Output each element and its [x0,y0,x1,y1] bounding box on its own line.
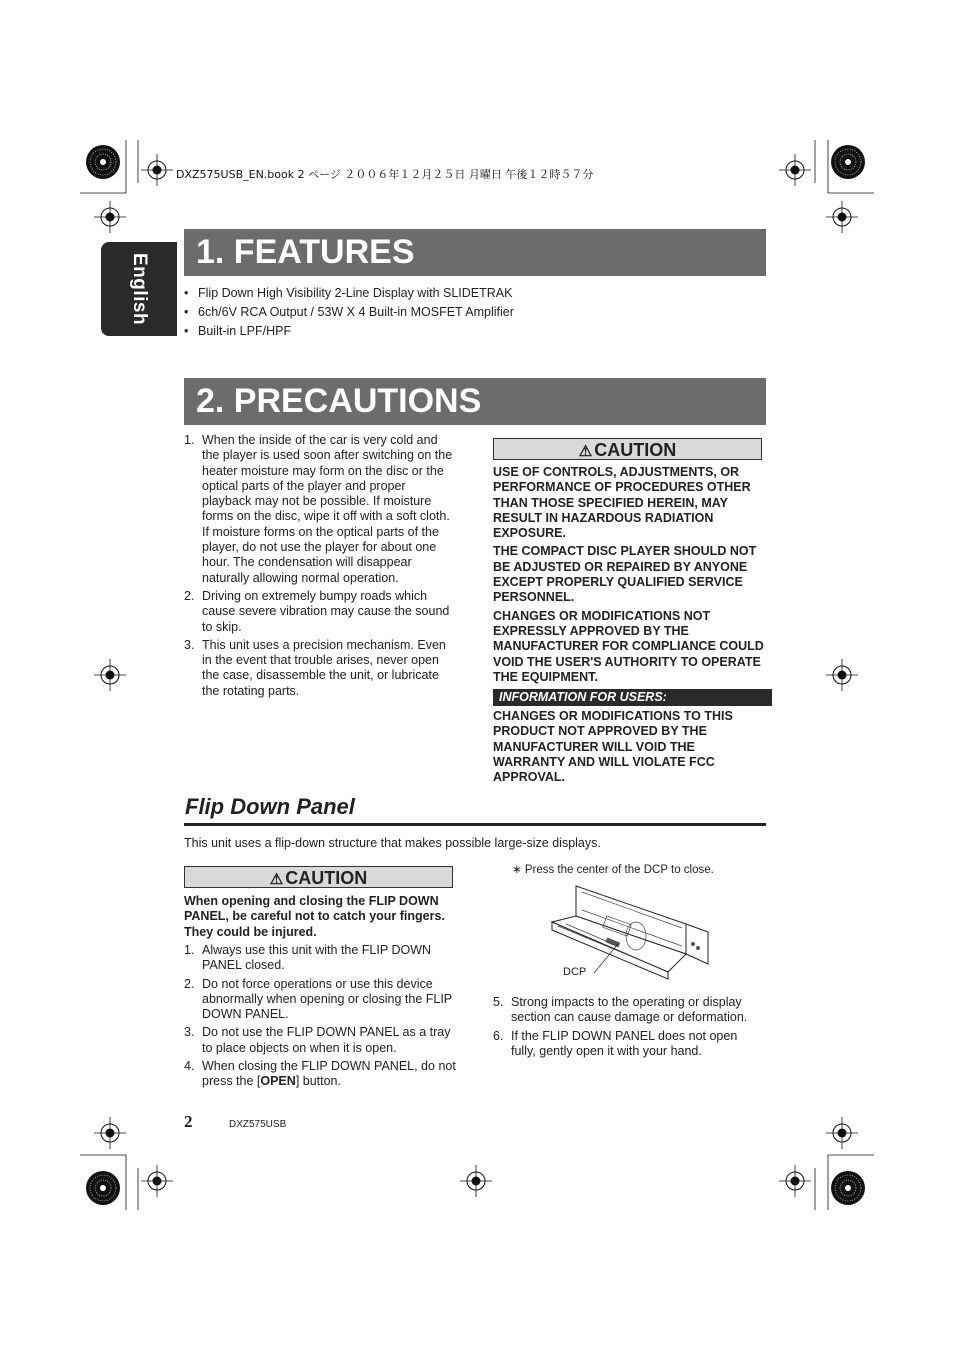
warning-icon: ⚠ [269,871,284,888]
precautions-heading: 2. PRECAUTIONS [184,378,766,425]
list-item: 1. Always use this unit with the FLIP DOWN PANEL closed. [184,943,432,973]
info-for-users-bar: INFORMATION FOR USERS: [493,689,772,706]
divider [184,823,766,826]
list-item: 2. Driving on extremely bumpy roads which cause severe vibration may cause the sound to skip. [184,588,450,634]
caution-box [184,866,453,888]
list-item: • 6ch/6V RCA Output / 53W X 4 Built-in MOSFET Amplifier [184,303,744,322]
caution-box [493,438,762,460]
language-tab-label: English [129,252,150,326]
list-item: 5. Strong impacts to the operating or display section can cause damage or deformation. [493,995,748,1025]
flip-down-intro: This unit uses a flip-down structure that makes possible large-size displays. [184,836,601,850]
info-text: CHANGES OR MODIFICATIONS TO THIS PRODUCT NOT APPROVED BY THE MANUFACTURER WILL VOID THE WARRANTY AND WILL VIOLATE FCC APPROVAL. [493,709,733,785]
caution-paragraph: THE COMPACT DISC PLAYER SHOULD NOT BE ADJUSTED OR REPAIRED BY ANYONE EXCEPT PROPERLY QUALIFIED SERVICE PERSONNEL. [493,544,757,605]
list-item: 3. This unit uses a precision mechanism. Even in the event that trouble arises, never open the case, disassemble the unit, or lubricate the rotating parts. [184,637,446,698]
caution-paragraph: CHANGES OR MODIFICATIONS NOT EXPRESSLY APPROVED BY THE MANUFACTURER FOR COMPLIANCE COULD VOID THE USER'S AUTHORITY TO OPERATE THE EQUIPMENT. [493,608,764,684]
list-item: • Flip Down High Visibility 2-Line Display with SLIDETRAK [184,284,744,303]
precautions-list [184,433,456,702]
caution-paragraph: USE OF CONTROLS, ADJUSTMENTS, OR PERFORMANCE OF PROCEDURES OTHER THAN THOSE SPECIFIED HEREIN, MAY RESULT IN HAZARDOUS RADIATION EXPOSURE. [493,465,751,541]
features-list [184,284,744,341]
caution-label: CAUTION [594,440,677,460]
flip-left-list [184,943,456,1093]
dcp-note: ∗ Press the center of the DCP to close. [512,864,714,876]
list-item: 1. When the inside of the car is very cold and the player is used soon after switching on the heater moisture may form on the disc or the optical parts of the player and proper playback may not be possible. If moisture forms on the disc, wipe it off with a soft cloth. If moisture forms on the optical parts of the player, do not use the player for about one hour. The condensation will disappear naturally allowing normal operation. [184,433,453,585]
caution-text [493,465,766,688]
language-tab [101,242,177,336]
dcp-label: DCP [563,966,587,978]
page-number: 2 [184,1112,193,1131]
list-item: 4. When closing the FLIP DOWN PANEL, do not press the [OPEN] button. [184,1059,456,1089]
list-item: • Built-in LPF/HPF [184,322,744,341]
list-item: 3. Do not use the FLIP DOWN PANEL as a tray to place objects on when it is open. [184,1025,451,1055]
model-name: DXZ575USB [229,1119,287,1130]
warning-icon: ⚠ [578,443,593,460]
list-item: 6. If the FLIP DOWN PANEL does not open fully, gently open it with your hand. [493,1028,738,1058]
caution-label: CAUTION [285,868,368,888]
list-item: 2. Do not force operations or use this device abnormally when opening or closing the FLIP DOWN PANEL. [184,976,452,1022]
flip-right-list [493,995,763,1062]
features-heading: 1. FEATURES [184,229,766,276]
flip-caution-text: When opening and closing the FLIP DOWN PANEL, be careful not to catch your fingers. They could be injured. [184,894,445,939]
print-info-line: DXZ575USB_EN.book 2 ページ ２００６年１２月２５日 月曜日 午後１２時５７分 [176,168,594,181]
flip-down-heading: Flip Down Panel [185,794,355,819]
